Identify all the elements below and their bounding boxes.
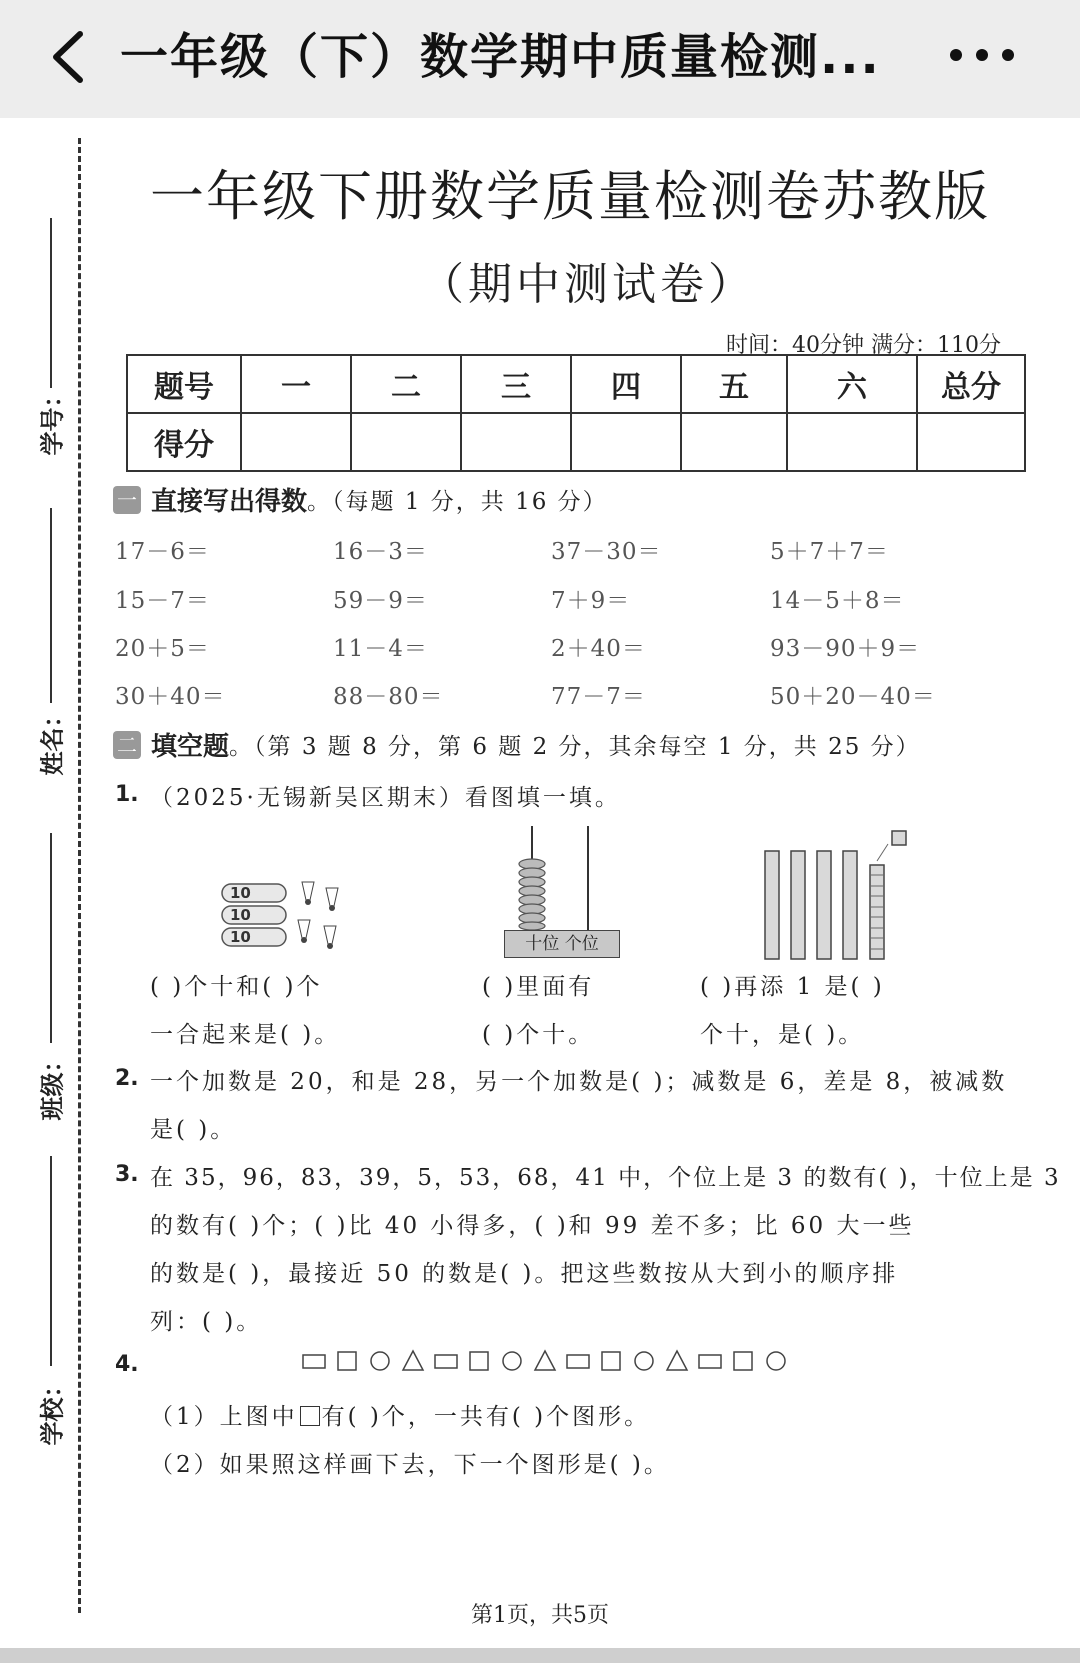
calc-item: 59－9＝ [333,588,428,614]
rect-shape [303,1355,325,1368]
bottom-bar [0,1648,1080,1663]
question-number: 1. [115,782,139,807]
score-cell [351,413,461,471]
q1-a-line2: 一合起来是( )。 [150,1022,341,1048]
calc-item: 77－7＝ [551,684,646,710]
ten-rod [765,851,779,959]
ten-rods-image [760,826,920,961]
calc-item: 20＋5＝ [115,636,210,662]
q2-line1: 一个加数是 20，和是 28，另一个加数是( )；减数是 6，差是 8，被减数 [150,1069,1008,1095]
score-header-cell: 三 [461,355,571,413]
section-number-badge: 一 [113,486,141,514]
calc-item: 2＋40＝ [551,636,646,662]
circle-shape [503,1352,521,1370]
ten-rod [843,851,857,959]
score-header-cell: 二 [351,355,461,413]
calc-item: 17－6＝ [115,539,210,565]
school-line [50,1156,52,1366]
section-2-heading [113,726,921,763]
more-dots-icon[interactable] [942,30,1022,80]
section-1-heading [113,481,608,518]
triangle-shape [535,1351,555,1370]
document-page [0,118,1080,1648]
bundle-of-ten [222,928,286,946]
nine-cube-column [870,865,884,959]
section-number-badge: 二 [113,731,141,759]
q1-c-line1: ( )再添 1 是( ) [700,974,885,1000]
class-label: 班级： [38,1048,67,1121]
student-id-label: 学号： [38,383,67,456]
section-note: 。（每题 1 分，共 16 分） [307,489,608,515]
q1-c-line2: 个十，是( )。 [700,1022,865,1048]
name-label: 姓名： [38,703,67,776]
shuttlecock-icon [298,920,310,943]
chevron-left-icon[interactable] [38,22,108,92]
score-cell [917,413,1025,471]
score-cell [681,413,787,471]
shuttlecock-icon [302,882,314,905]
section-title: 填空题 [151,732,230,762]
rect-shape [435,1355,457,1368]
abacus-place-label: 十位 个位 [504,930,620,958]
calc-item: 5＋7＋7＝ [770,539,889,565]
page-subtitle: （期中测试卷） [420,259,756,310]
square-shape [734,1352,752,1370]
q4-sub1 [150,1398,650,1431]
calc-item: 15－7＝ [115,588,210,614]
question-number: 3. [115,1162,139,1187]
score-cell [787,413,917,471]
ten-rod [817,851,831,959]
question-number: 4. [115,1352,139,1377]
score-row-label: 得分 [127,413,241,471]
score-header-cell: 总分 [917,355,1025,413]
calc-item: 11－4＝ [333,636,428,662]
score-cell [461,413,571,471]
bundle-label: 10 [230,884,251,902]
square-shape-icon [300,1406,320,1426]
rect-shape [699,1355,721,1368]
bundle-of-ten [222,906,286,924]
page-footer: 第1页，共5页 [471,1603,609,1628]
score-table-header-row [127,355,1025,413]
q1-b-line1: ( )里面有 [482,974,595,1000]
rect-shape [567,1355,589,1368]
score-header-cell: 四 [571,355,681,413]
page-title: 一年级下册数学质量检测卷苏教版 [150,165,990,228]
score-header-cell: 题号 [127,355,241,413]
score-header-cell: 五 [681,355,787,413]
abacus-image [500,826,625,956]
score-header-cell: 一 [241,355,351,413]
q3-line3: 的数是( )，最接近 50 的数是( )。把这些数按从大到小的顺序排 [150,1261,899,1287]
shuttlecock-icon [324,926,336,949]
calc-item: 7＋9＝ [551,588,631,614]
q4-sub1-suffix: 有( )个，一共有( )个图形。 [321,1404,651,1430]
calc-item: 14－5＋8＝ [770,588,905,614]
section-note: 。（第 3 题 8 分，第 6 题 2 分，其余每空 1 分，共 25 分） [229,734,921,760]
class-line [50,833,52,1043]
calc-item: 16－3＝ [333,539,428,565]
stick-bundles-image [210,878,360,958]
top-bar [0,0,1080,119]
score-cell [571,413,681,471]
score-cell [241,413,351,471]
calc-item: 30＋40＝ [115,684,226,710]
q1-a-line1: ( )个十和( )个 [150,974,323,1000]
document-title: 一年级（下）数学期中质量检测... [120,29,881,85]
square-shape [338,1352,356,1370]
q3-line1: 在 35，96，83，39，5，53，68，41 中，个位上是 3 的数有( )，十位上是 3 [150,1165,1061,1191]
circle-shape [635,1352,653,1370]
abacus-rods [500,826,625,930]
bundle-of-ten [222,884,286,902]
school-label: 学校： [38,1373,67,1446]
calc-item: 50＋20－40＝ [770,684,936,710]
section-title: 直接写出得数 [151,487,308,517]
q1-b-line2: ( )个十。 [482,1022,595,1048]
score-table [126,354,1026,472]
student-id-line [50,218,52,388]
ten-rod [791,851,805,959]
q3-line4: 列：( )。 [150,1309,263,1335]
question-text: （2025·无锡新吴区期末）看图填一填。 [150,785,621,811]
calc-item: 37－30＝ [551,539,662,565]
square-shape [470,1352,488,1370]
q4-sub2: （2）如果照这样画下去，下一个图形是( )。 [150,1452,670,1478]
shape-sequence [300,1346,820,1376]
single-cube [892,831,906,845]
score-header-cell: 六 [787,355,917,413]
q4-sub1-prefix: （1）上图中 [150,1404,298,1430]
calc-item: 88－80＝ [333,684,444,710]
triangle-shape [667,1351,687,1370]
bundle-label: 10 [230,906,251,924]
question-number: 2. [115,1066,139,1091]
shuttlecock-icon [326,888,338,911]
q3-line2: 的数有( )个；( )比 40 小得多，( )和 99 差不多；比 60 大一些 [150,1213,915,1239]
exam-meta: 时间：40分钟 满分：110分 [726,333,1001,358]
bundle-label: 10 [230,928,251,946]
circle-shape [371,1352,389,1370]
square-shape [602,1352,620,1370]
binding-dashed-line [78,138,81,1613]
circle-shape [767,1352,785,1370]
triangle-shape [403,1351,423,1370]
score-table-score-row [127,413,1025,471]
calc-item: 93－90＋9＝ [770,636,921,662]
q2-line2: 是( )。 [150,1117,237,1143]
name-line [50,508,52,703]
